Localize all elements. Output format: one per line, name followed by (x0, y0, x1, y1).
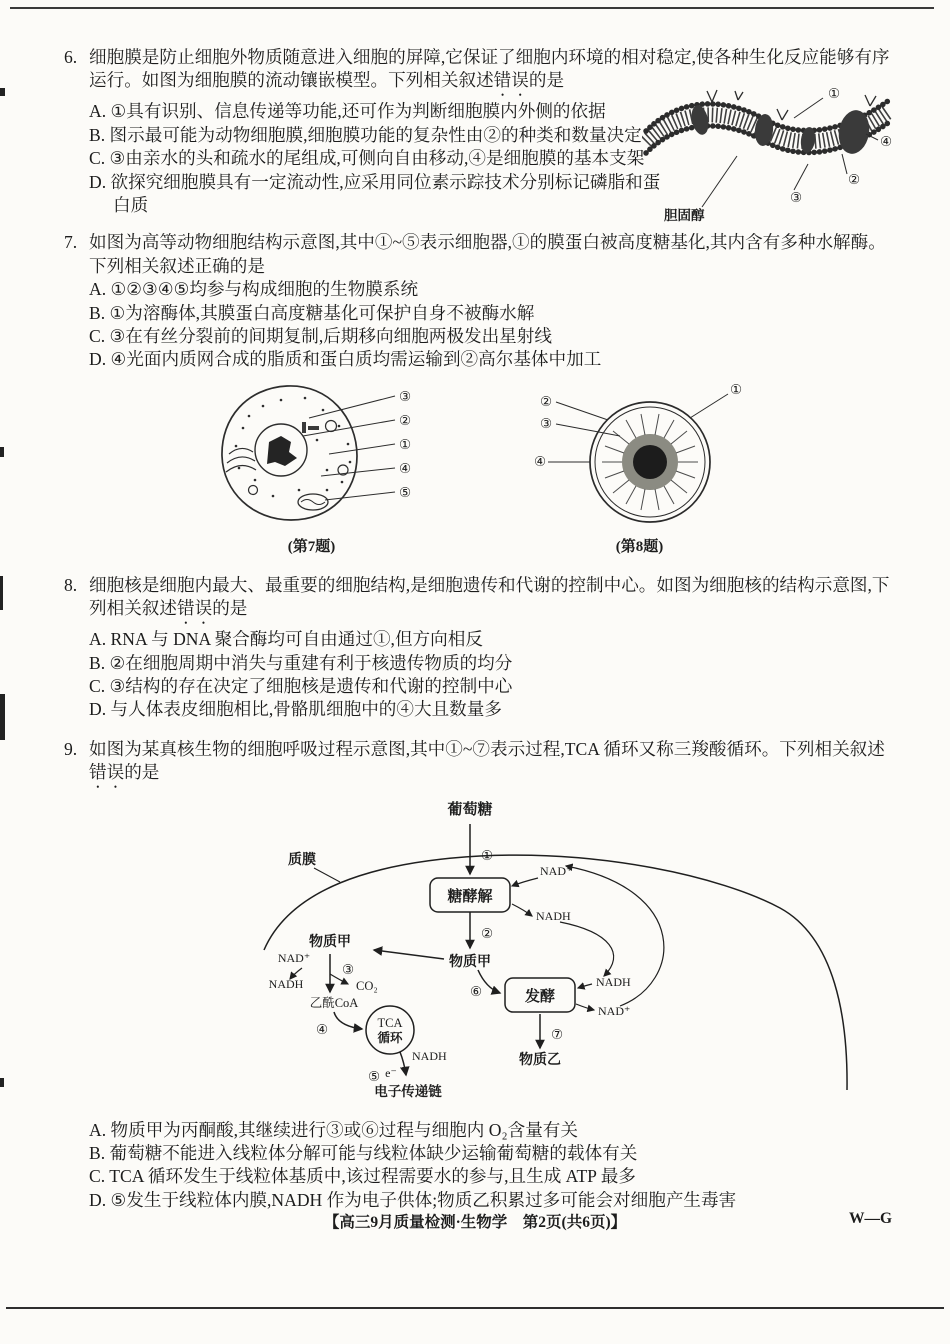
scan-edge-top (10, 7, 934, 9)
substance-a-label-center: 物质甲 (449, 955, 491, 971)
question-6-options (64, 100, 664, 217)
nadh-label-glycolysis: NADH (536, 909, 571, 924)
option-d: D. ⑤发生于线粒体内膜,NADH 作为电子供体;物质乙积累过多可能会对细胞产生毒害 (89, 1189, 737, 1210)
step-2-label: ② (481, 926, 494, 942)
figure-label-3: ③ (790, 190, 803, 205)
cell-figure-block (209, 378, 414, 560)
option-b: B. 图示最可能为动物细胞膜,细胞膜功能的复杂性由②的种类和数量决定 (89, 124, 642, 145)
animal-cell-illustration (209, 378, 414, 528)
scan-artifact (0, 694, 5, 740)
glucose-label: 葡萄糖 (447, 802, 493, 819)
figure-caption-8: (第8题) (615, 539, 664, 556)
question-number: 8. (64, 574, 78, 595)
electron-transport-chain-label: 电子传递链 (374, 1084, 442, 1100)
option-a: A. 物质甲为丙酮酸,其继续进行③或⑥过程与细胞内 O₂含量有关 (89, 1119, 578, 1140)
step-6-label: ⑥ (470, 984, 483, 1000)
option-a: A. ①具有识别、信息传递等功能,还可作为判断细胞膜内外侧的依据 (89, 101, 606, 122)
nadh-label-left: NADH (268, 977, 304, 992)
figure-label-4: ④ (399, 460, 412, 476)
figure-label-2: ② (399, 412, 412, 428)
option-d: D. 欲探究细胞膜具有一定流动性,应采用同位素示踪技术分别标记磷脂和蛋白质 (89, 171, 661, 216)
nad-label-fermentation: NAD⁺ (598, 1004, 631, 1019)
stem-text: 如图为高等动物细胞结构示意图,其中①~⑤表示细胞器,①的膜蛋白被高度糖基化,其内含有多种水解酶。下列相关叙述正确的是 (89, 232, 886, 276)
question-8-stem (64, 574, 892, 628)
figure-row (64, 378, 892, 560)
tca-label-line1: TCA (377, 1016, 403, 1031)
centriole (302, 422, 306, 433)
question-number: 7. (64, 232, 78, 253)
question-8 (64, 574, 892, 722)
scan-artifact (0, 1078, 4, 1087)
substance-b-label: 物质乙 (519, 1053, 561, 1069)
stem-text-after: 的是 (124, 762, 160, 783)
question-9 (64, 738, 892, 1212)
figure-label-2: ② (848, 172, 861, 187)
question-9-stem (64, 738, 892, 792)
chromatin (267, 436, 297, 466)
tca-label-line2: 循环 (377, 1031, 403, 1046)
fermentation-label: 发酵 (524, 989, 556, 1006)
question-6 (64, 46, 893, 223)
option-c: C. ③由亲水的头和疏水的尾组成,可侧向自由移动,④是细胞膜的基本支架 (89, 148, 645, 169)
golgi-apparatus (226, 448, 256, 472)
glycolysis-label: 糖酵解 (447, 889, 493, 906)
centriole (308, 426, 319, 430)
membrane-model-illustration (642, 80, 894, 230)
vesicle (326, 420, 337, 431)
tca-cycle-circle (366, 1006, 414, 1054)
option-c: C. ③结构的存在决定了细胞核是遗传和代谢的控制中心 (89, 675, 513, 696)
step-7-label: ⑦ (551, 1027, 564, 1043)
paper-code: W—G (848, 1210, 892, 1227)
electron-label: e⁻ (385, 1066, 397, 1081)
page-footer: 【高三9月质量检测·生物学 第2页(共6页)】 (323, 1214, 627, 1231)
respiration-diagram (250, 798, 890, 1110)
figure-label-1: ① (828, 86, 841, 101)
nucleus-figure-block (532, 378, 747, 560)
nadh-label-tca: NADH (412, 1049, 447, 1064)
figure-label-3: ③ (540, 415, 553, 431)
figure-leader-lines (303, 396, 395, 500)
figure-label-2: ② (540, 393, 553, 409)
emphasized-word: 错误 (493, 70, 529, 91)
scan-artifact (0, 88, 5, 96)
option-c: C. ③在有丝分裂前的间期复制,后期移向细胞两极发出星射线 (89, 326, 552, 347)
scan-artifact (0, 447, 4, 457)
figure-label-4: ④ (534, 453, 547, 469)
option-d: D. 与人体表皮细胞相比,骨骼肌细胞中的④大且数量多 (89, 699, 502, 720)
nadh-recycle-curve (560, 922, 614, 976)
option-b: B. 葡萄糖不能进入线粒体分解可能与线粒体缺少运输葡萄糖的载体有关 (89, 1142, 638, 1163)
cholesterol-label: 胆固醇 (664, 208, 705, 223)
stem-text: 如图为某真核生物的细胞呼吸过程示意图,其中①~⑦表示过程,TCA 循环又称三羧酸循环。下列相关叙述 (89, 738, 885, 759)
emphasized-word: 错误 (176, 598, 213, 619)
option-a: A. ①②③④⑤均参与构成细胞的生物膜系统 (89, 279, 419, 300)
question-7-stem (64, 231, 892, 278)
step-1-label: ① (481, 848, 494, 864)
question-number: 9. (64, 738, 78, 759)
figure-label-4: ④ (880, 134, 893, 149)
nad-label-left: NAD⁺ (277, 951, 311, 966)
figure-label-5: ⑤ (399, 484, 412, 500)
figure-label-1: ① (730, 381, 743, 397)
question-7 (64, 231, 892, 559)
step-5-label: ⑤ (368, 1069, 381, 1085)
membrane-figure (642, 80, 894, 236)
stem-text-after: 的是 (528, 70, 565, 91)
stem-text: 细胞核是细胞内最大、最重要的细胞结构,是细胞遗传和代谢的控制中心。如图为细胞核的结构示意图,下列相关叙述 (89, 574, 890, 619)
nad-label-glycolysis: NAD⁺ (540, 864, 573, 879)
nadh-label-fermentation: NADH (596, 975, 631, 990)
stem-text-after: 的是 (212, 598, 248, 619)
arrow-step4 (334, 1012, 362, 1029)
option-d: D. ④光面内质网合成的脂质和蛋白质均需运输到②高尔基体中加工 (89, 349, 602, 370)
figure-label-1: ① (399, 436, 412, 452)
figure-label-3: ③ (399, 388, 412, 404)
figure-caption-7: (第7题) (287, 539, 336, 556)
option-c: C. TCA 循环发生于线粒体基质中,该过程需要水的参与,且生成 ATP 最多 (89, 1166, 636, 1187)
option-b: B. ①为溶酶体,其膜蛋白高度糖基化可保护自身不被酶水解 (89, 302, 535, 323)
question-number: 6. (64, 47, 78, 67)
step-4-label: ④ (316, 1022, 329, 1038)
substance-a-label-left: 物质甲 (309, 935, 351, 951)
respiration-figure (250, 798, 892, 1116)
scan-artifact (0, 576, 3, 610)
stem-text: 细胞膜是防止细胞外物质随意进入细胞的屏障,它保证了细胞内环境的相对稳定,使各种生化反应能够有序运行。如图为细胞膜的流动镶嵌模型。下列相关叙述 (89, 47, 890, 91)
plasma-membrane-label: 质膜 (288, 853, 316, 869)
nucleolus (633, 445, 667, 479)
vesicle (249, 485, 258, 494)
emphasized-word: 错误 (89, 762, 125, 783)
option-a: A. RNA 与 DNA 聚合酶均可自由通过①,但方向相反 (89, 629, 483, 650)
option-b: B. ②在细胞周期中消失与重建有利于核遗传物质的均分 (89, 652, 513, 673)
co2-label: CO₂ (356, 979, 378, 994)
scan-edge-bottom (6, 1307, 944, 1309)
nucleus-illustration (532, 378, 747, 528)
step-3-label: ③ (342, 962, 355, 978)
arrow-step5 (400, 1052, 406, 1075)
acetyl-coa-label: 乙酰CoA (309, 996, 359, 1011)
